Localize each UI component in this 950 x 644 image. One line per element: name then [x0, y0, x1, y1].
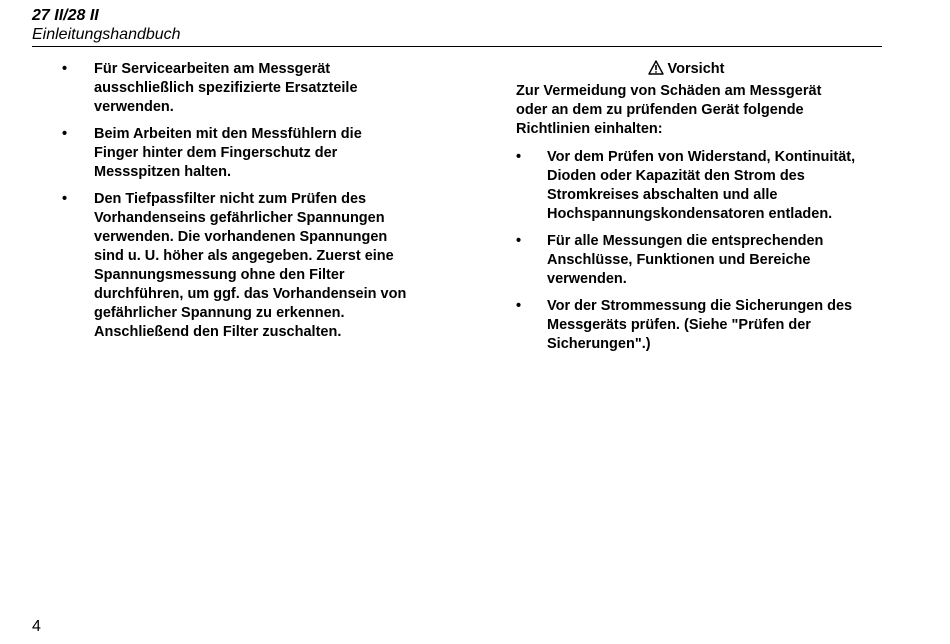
bullet-icon: • — [516, 298, 522, 314]
left-bullet-list — [62, 60, 407, 342]
list-item-text: Vor der Strommessung die Sicherungen des Messgeräts prüfen. (Siehe "Prüfen der Sicherungen".) — [547, 298, 853, 352]
list-item-text: Den Tiefpassfilter nicht zum Prüfen des Vorhandenseins gefährlicher Spannungen verwenden. Die vorhandenen Spannungen sind u. U. höher als angegeben. Zuerst eine Spannungsmessung ohne den Filter durchführen, um ggf. das Vorhandensein von gefährlicher Spannung zu erkennen. Anschließend den Filter zuschalten. — [94, 191, 407, 340]
right-column — [516, 60, 856, 362]
list-item — [62, 60, 407, 117]
document-title: 27 II/28 II — [32, 7, 99, 24]
bullet-icon: • — [62, 61, 68, 77]
caution-heading — [516, 60, 856, 81]
caution-intro: Zur Vermeidung von Schäden am Messgerät oder an dem zu prüfenden Gerät folgende Richtlinien einhalten: — [516, 83, 822, 137]
header-divider — [32, 46, 882, 47]
left-column — [62, 60, 407, 350]
page-number: 4 — [32, 618, 41, 635]
caution-title: Vorsicht — [667, 61, 725, 77]
list-item — [62, 125, 407, 182]
list-item — [516, 297, 856, 354]
list-item — [62, 190, 407, 342]
bullet-icon: • — [62, 191, 68, 207]
document-subtitle: Einleitungshandbuch — [32, 26, 181, 43]
bullet-icon: • — [516, 149, 522, 165]
list-item — [516, 148, 856, 224]
list-item-text: Vor dem Prüfen von Widerstand, Kontinuität, Dioden oder Kapazität den Strom des Stromkreises abschalten und alle Hochspannungskondensatoren entladen. — [547, 149, 856, 222]
page-header — [32, 6, 882, 45]
right-bullet-list — [516, 148, 856, 354]
list-item-text: Für Servicearbeiten am Messgerät ausschließlich spezifizierte Ersatzteile verwenden. — [94, 61, 358, 115]
bullet-icon: • — [62, 126, 68, 142]
list-item-text: Beim Arbeiten mit den Messfühlern die Finger hinter dem Fingerschutz der Messspitzen halten. — [94, 126, 362, 180]
bullet-icon: • — [516, 233, 522, 249]
list-item — [516, 232, 856, 289]
warning-triangle-icon — [648, 60, 664, 81]
list-item-text: Für alle Messungen die entsprechenden Anschlüsse, Funktionen und Bereiche verwenden. — [547, 233, 824, 287]
